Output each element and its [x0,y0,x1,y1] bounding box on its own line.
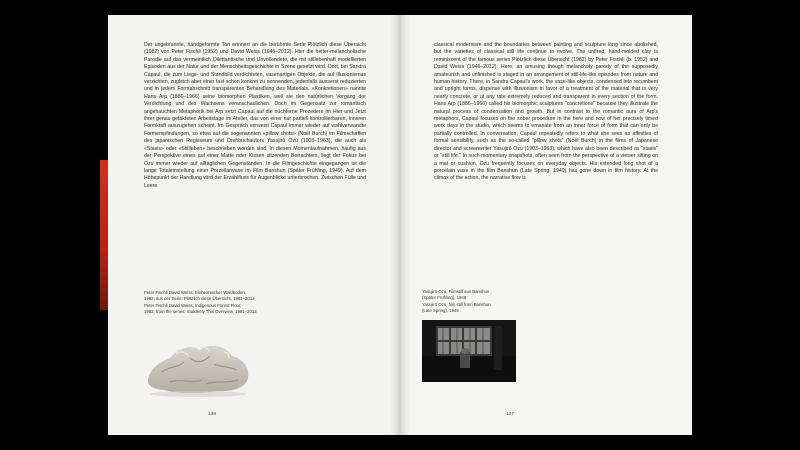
left-caption-line-3: Peter Fischli David Weiss, Indigenous Forest Floor, [144,302,242,308]
right-caption-line-3: Yasujirō Ozu, film still from Banshun [422,301,491,307]
right-caption-line-2: (Später Frühling), 1949 [422,295,467,301]
left-image-caption [144,290,257,316]
left-caption-line-4: 1982, from the series: Suddenly This Overview, 1981–2012 [144,309,257,315]
left-page [108,15,400,435]
right-caption-line-1: Yasujirō Ozu, Filmstill aus Banshun [422,289,490,294]
right-image-caption [422,289,491,315]
film-still-photo [422,320,516,382]
book-gutter-shadow [390,15,410,435]
right-body-text: classical modernism and the boundaries between painting and sculpture long since abolished, but the varieties of classical still life continue to evolve. The unfired, hand-molded clay is reminiscent of the famous series Plötzlich diese Übersicht (1982) by Peter Fischli (b. 1952) and David Weiss (1946–2012). Here, an amusing though melancholy parody of the supposedly amateurish and unfinished is staged in an arrangement of still-life-like episodes from nature and human history. There, in Sandra Capaul's work, the vase-like objects, condensed into recumbent and upright forms, dispense with illusionism in favor of a treatment of the material that is very nearly concrete, or at any rate extremely reduced and transparent in every section of the form. Hans Arp (1886–1966) called his biomorphic sculptures "concretions" because they illustrate the natural process of condensation and growth. But in contrast to the romantic aura of Arp's metaphors, Capaul focuses on the sober procedure in the here and now of her precisely timed work days in the studio, which seems to emanate from an inner force of form that can only be partially controlled. In conversation, Capaul repeatedly refers to what she sees as affinities of formal sensibility, such as the so-called "pillow shots" (Noël Burch) in the films of Japanese director and screenwriter Yasujirō Ozu (1903–1963), which have also been described as "stasis" or "still life." In such momentary snapshots, often seen from the perspective of a viewer sitting on a mat or cushion, Ozu frequently focuses on everyday objects. His extended long shot of a porcelain vase in the film Banshun (Late Spring, 1949) has gone down in film history. At the climax of the action, the narrative flow is [434,42,658,182]
left-caption-line-2: 1982, aus der Serie: Plötzlich diese Übersicht, 1981–2012 [144,296,255,302]
left-caption-line-1: Peter Fischli David Weiss, Einheimischer Waldboden, [144,290,246,295]
right-page [400,15,692,435]
clay-sculpture-photo [140,328,258,400]
left-page-number: 138 [208,412,217,417]
open-book [108,15,692,435]
right-page-number: 137 [506,412,515,417]
left-body-text: Der ungebrannte, handgeformte Ton erinnert an die berühmte Serie Plötzlich diese Übersicht (1982) von Peter Fischli (1952) und David Weiss (1946–2012). Hier die heiter-melancholische Parodie auf das vermeintlich Dilettantische und Unvollendete, die mit stillebenhaft modellierten Episoden aus der Natur und der Menschheitsgeschichte in Szene gesetzt wird. Dort, bei Sandra Capaul, die zum Liege- und Standbild verdichteten, vasenartigen Objekte, die auf Illusionismus verzichten, zugleich aber einer fast schon konkret zu nennenden, jedenfalls äusserst reduzierten und in jedem Formabschnitt transparenten Behandlung des Materials. «Konkretionen» nannte Hans Arp (1886–1966) seine biomorphen Plastiken, weil sie den natürlichen Vorgang der Verdichtung und des Wachsens veranschaulichen. Doch im Gegensatz zur romantisch angehauchten Metaphorik bei Arp setzt Capaul auf die nüchterne Prozedere im Hier und Jetzt ihrer genau getakteten Arbeitstage im Atelier, das von einer nur partiell kontrollierbaren, inneren Formkraft auszugehen scheint. Im Gespräch verweist Capaul immer wieder auf wahlverwandte Formempfindungen, so etwa auf die sogenannten «pillow shots» (Noël Burch) im Filmschaffen des japanischen Regisseurs und Drehbuchautors Yasujirō Ozu (1903–1963), die auch als «Stasis» oder «Stillleben» beschrieben worden sind. In diesen Momentaufnahmen, häufig aus der Perspektive eines auf einer Matte oder Kissen sitzenden Betrachters, liegt der Fokus bei Ozu immer wieder auf alltäglichen Gegenständen. In die Filmgeschichte eingegangen ist die lange Totaleinstellung einer Porzellanvase im Film Banshun (Später Frühling, 1949). Auf dem Höhepunkt der Handlung wird der Erzählfluss für Augenblicke unterbrochen. Zwischen Fülle und Leere [144,42,366,189]
right-caption-line-4: (Late Spring), 1949 [422,308,459,314]
book-edge-red [100,160,108,310]
